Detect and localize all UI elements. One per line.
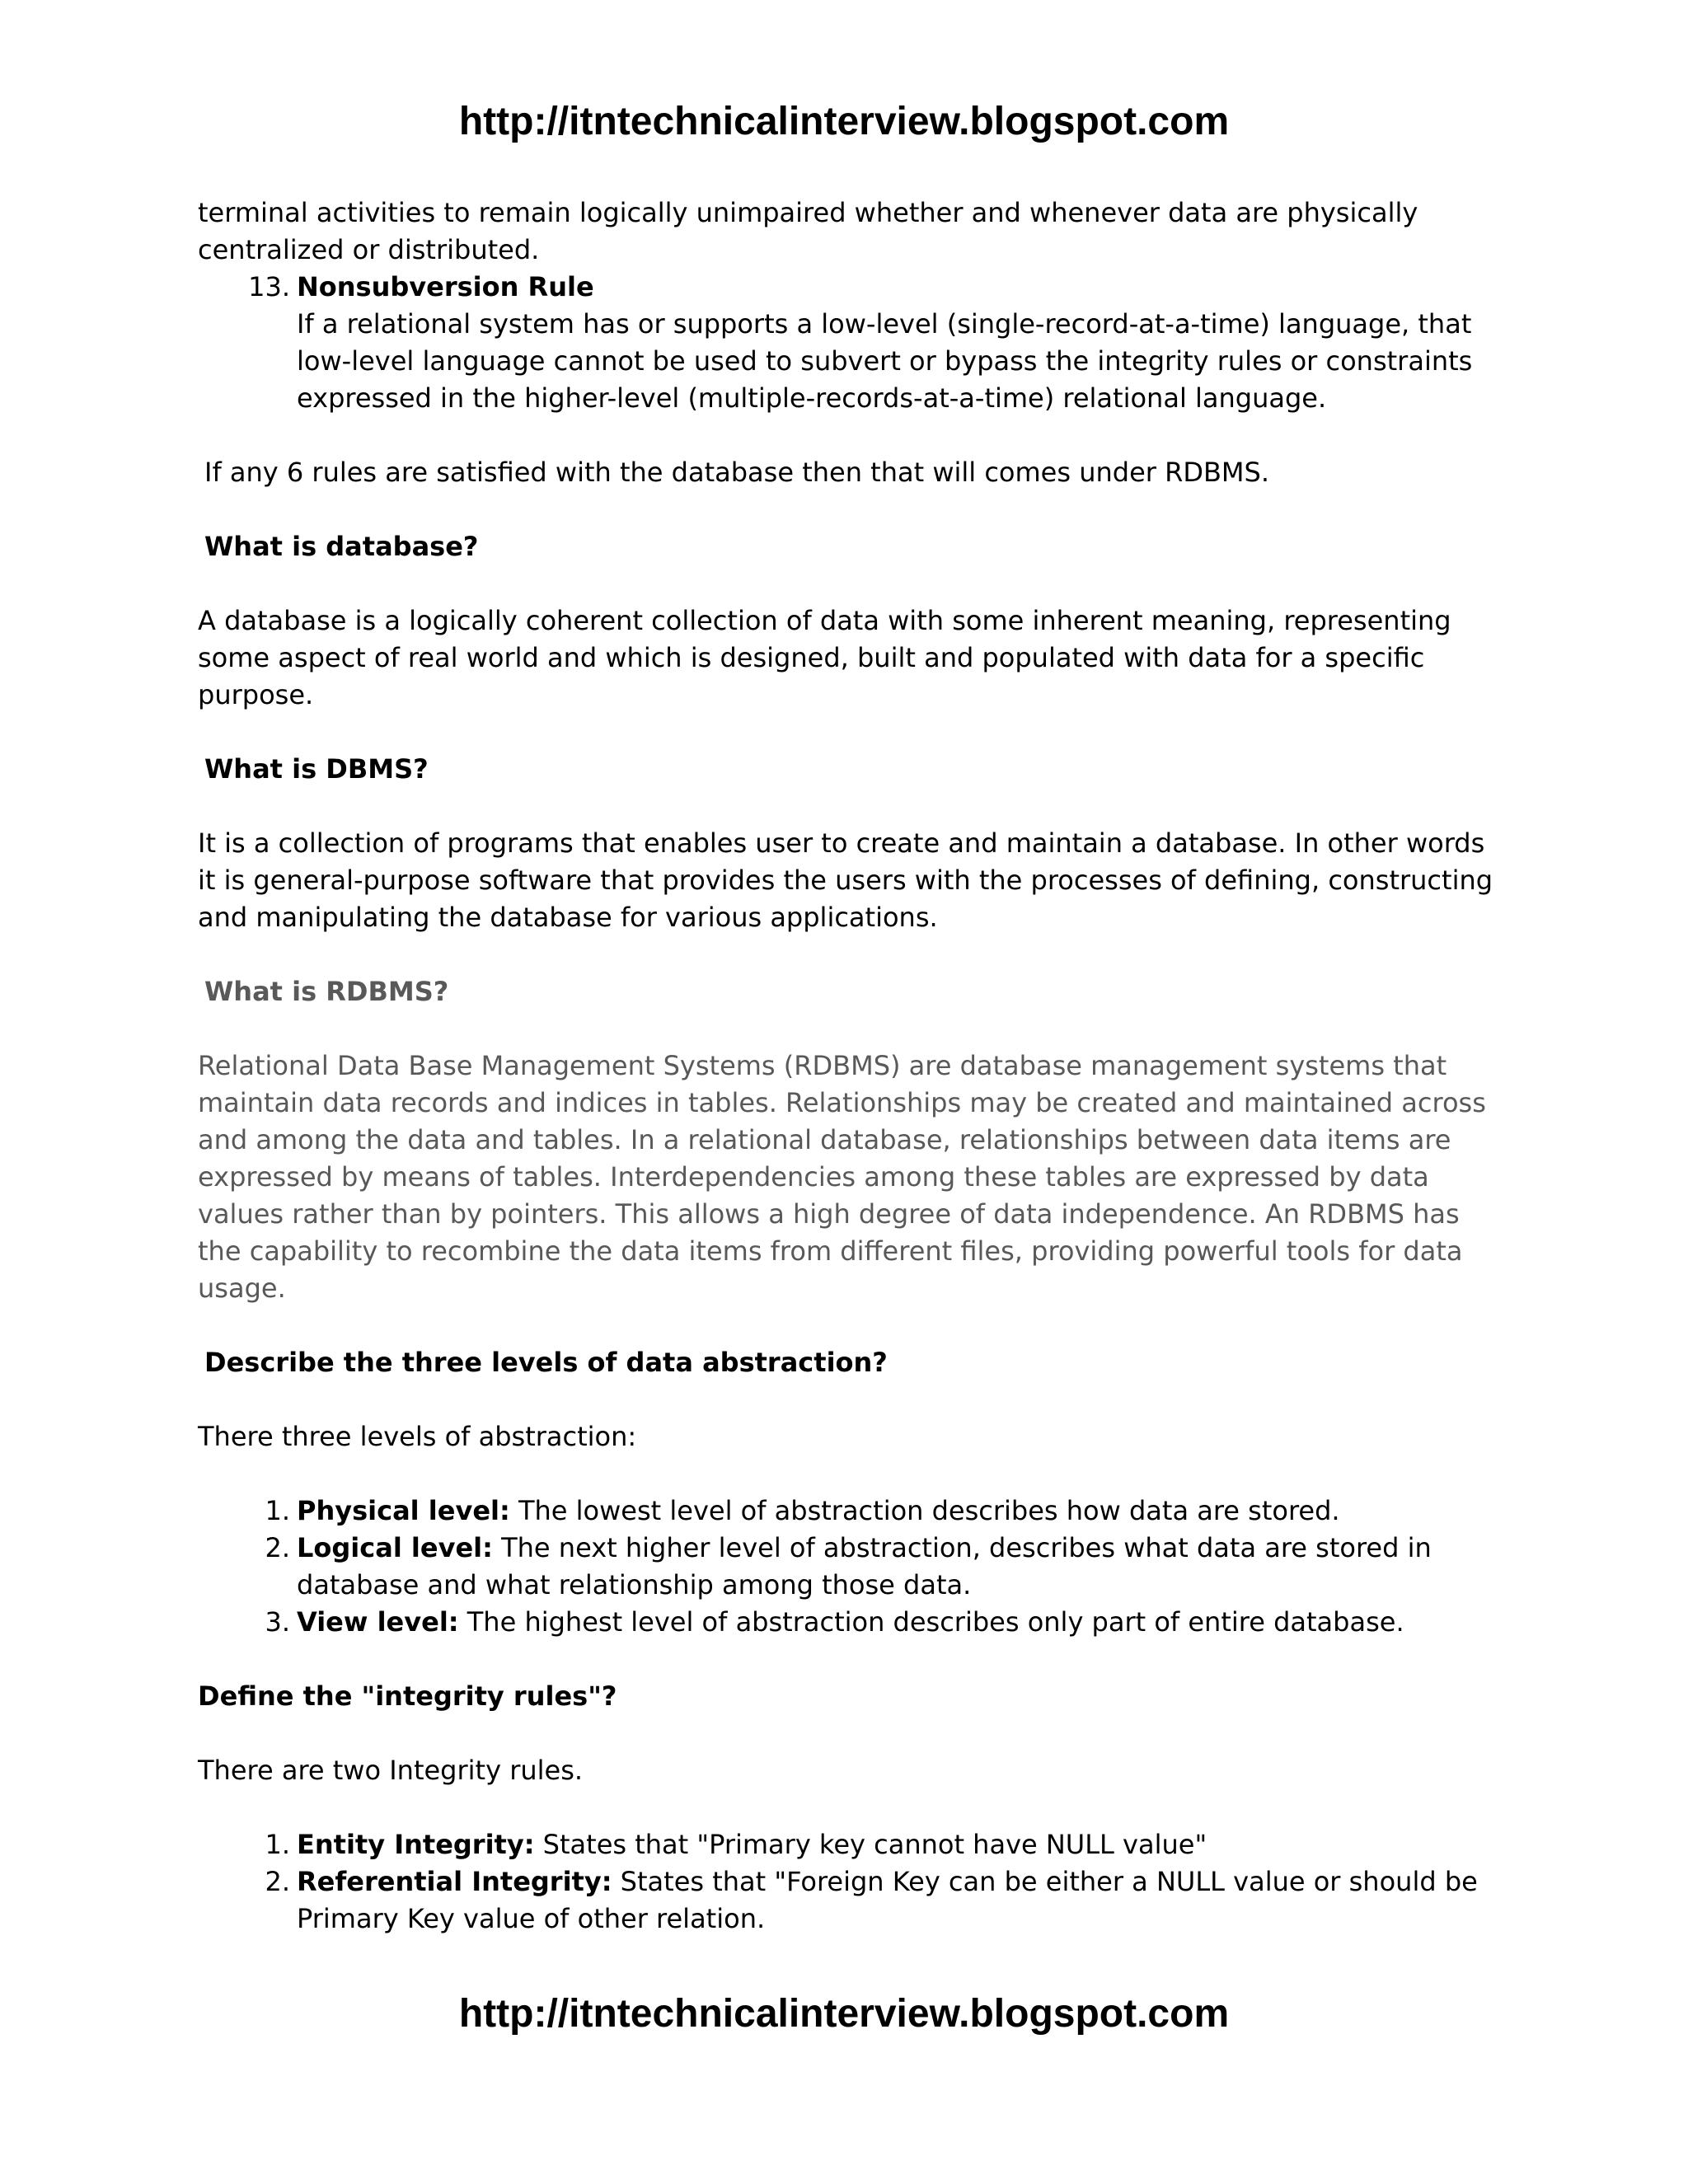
list-item [198, 1530, 1500, 1604]
list-number: 2. [265, 1532, 290, 1563]
integrity-intro: There are two Integrity rules. [198, 1755, 584, 1786]
rule-13-number: 13. [248, 271, 290, 302]
rule-13-text: If a relational system has or supports a low-level (single-record-at-a-time) language, that low-level language cannot be used to subvert or bypass the integrity rules or constraints expressed in the higher-level (multiple-records-at-a-time) relational language. [297, 308, 1473, 414]
question-dbms: What is DBMS? [204, 753, 429, 785]
list-text: The next higher level of abstraction, describes what data are stored in database and what relationship among those data. [297, 1532, 1432, 1601]
list-item [198, 1604, 1500, 1641]
list-text: The lowest level of abstraction describes how data are stored. [509, 1495, 1340, 1526]
list-item [198, 1493, 1500, 1530]
list-term: Referential Integrity: [297, 1866, 612, 1897]
list-item [198, 1863, 1500, 1938]
list-number: 1. [265, 1829, 290, 1860]
list-text: The highest level of abstraction describes only part of entire database. [458, 1606, 1404, 1638]
list-term: View level: [297, 1606, 459, 1638]
list-text: States that "Primary key cannot have NULL value" [534, 1829, 1207, 1860]
list-term: Logical level: [297, 1532, 493, 1563]
list-text: States that "Foreign Key can be either a NULL value or should be Primary Key value of other relation. [297, 1866, 1478, 1934]
answer-rdbms: Relational Data Base Management Systems (RDBMS) are database management systems that maintain data records and indices in tables. Relationships may be created and maintained across and among the data and tables. In a relational database, relationships between data items are expressed by means of tables. Interdependencies among these tables are expressed by data values rather than by pointers. This allows a high degree of data independence. An RDBMS has the capability to recombine the data items from different files, providing powerful tools for data usage. [198, 1050, 1486, 1304]
list-term: Entity Integrity: [297, 1829, 535, 1860]
continued-paragraph: terminal activities to remain logically unimpaired whether and whenever data are physically centralized or distributed. [198, 197, 1418, 265]
question-rdbms: What is RDBMS? [204, 976, 449, 1007]
question-integrity: Define the "integrity rules"? [198, 1680, 617, 1712]
question-abstraction: Describe the three levels of data abstraction? [204, 1347, 888, 1378]
list-item [198, 1826, 1500, 1863]
abstraction-intro: There three levels of abstraction: [198, 1421, 637, 1452]
rule-13-title: Nonsubversion Rule [297, 271, 594, 302]
list-term: Physical level: [297, 1495, 510, 1526]
list-number: 3. [265, 1606, 290, 1638]
rules-note: If any 6 rules are satisfied with the database then that will comes under RDBMS. [204, 457, 1270, 488]
answer-database: A database is a logically coherent collection of data with some inherent meaning, representing some aspect of real world and which is designed, built and populated with data for a specific purpose. [198, 605, 1451, 710]
rule-13-item [198, 269, 1500, 417]
header-url: http://itntechnicalinterview.blogspot.com [458, 100, 1230, 143]
answer-dbms: It is a collection of programs that enables user to create and maintain a database. In other words it is general-purpose software that provides the users with the processes of defining, constructing and manipulating the database for various applications. [198, 827, 1493, 933]
document-body [198, 194, 1500, 1938]
list-number: 2. [265, 1866, 290, 1897]
footer-url: http://itntechnicalinterview.blogspot.com [458, 1992, 1230, 2036]
question-database: What is database? [204, 531, 479, 562]
list-number: 1. [265, 1495, 290, 1526]
